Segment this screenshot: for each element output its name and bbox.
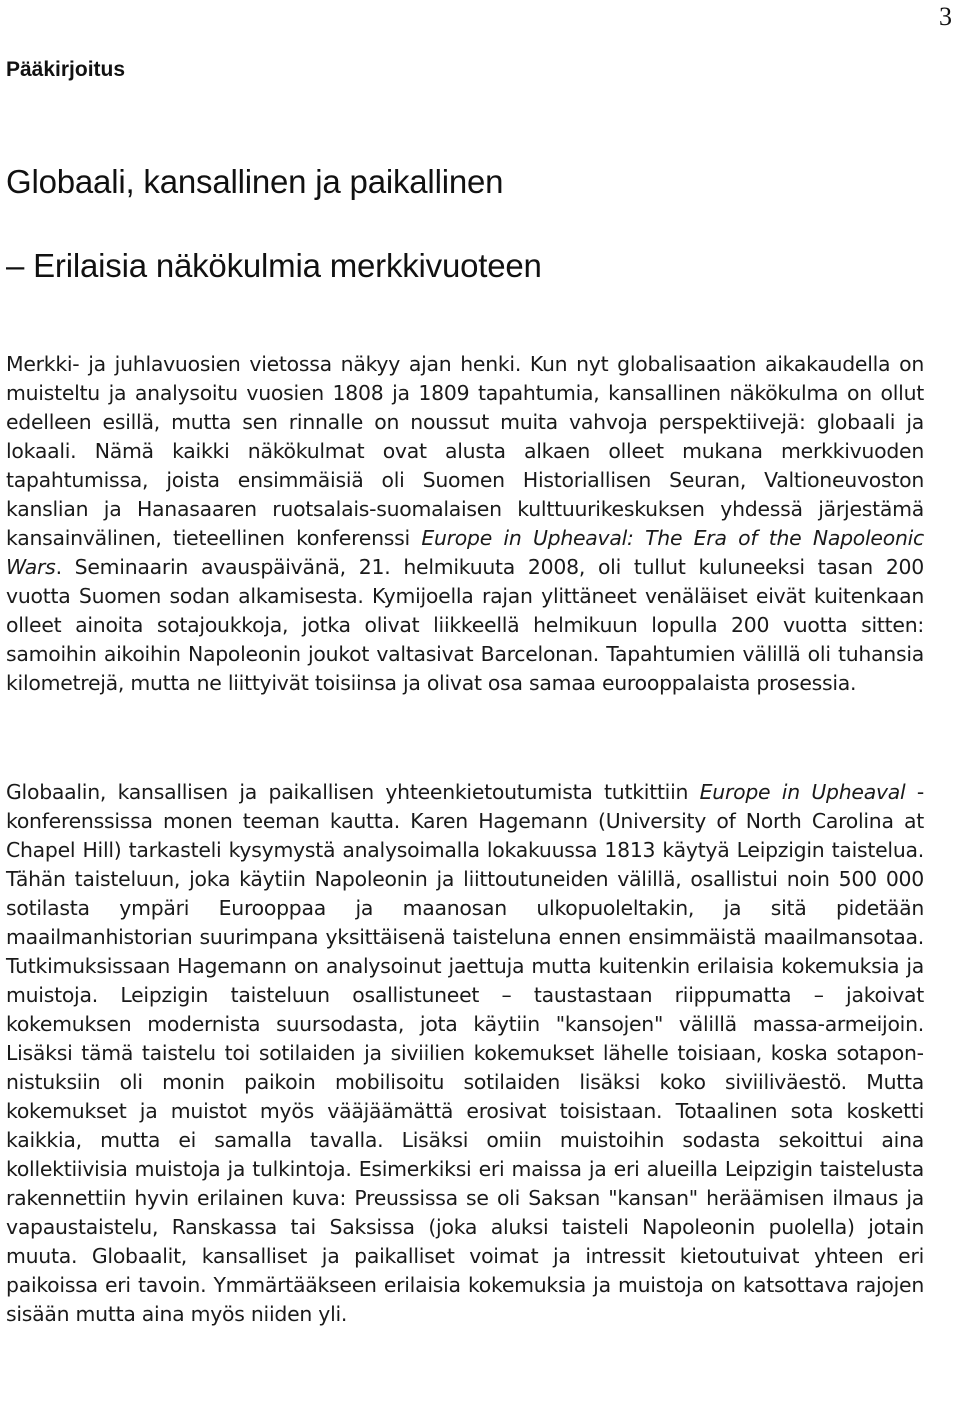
section-label: Pääkirjoitus (6, 58, 126, 81)
article-subtitle: – Erilaisia näkökulmia merkkivuoteen (6, 247, 542, 284)
article-title: Globaali, kansallinen ja paikallinen (6, 163, 504, 200)
paragraph-2-text-b: -konferenssissa monen teeman kautta. Karen Hagemann (University of North Carolina at Chapel Hill) tarkasteli kysymystä analysoimalla lokakuussa 1813 käytyä Leipzigin taistelua. Tähän taisteluun, joka käytiin Napoleonin ja liittoutuneiden välillä, osallistui noin 500 000 sotilasta ympäri Eurooppaa ja maanosan ulkopuoleltakin, ja sitä pidetään maailmanhistorian suurimpana yksittäisenä taisteluna ennen ensimmäistä maailmansotaa. Tutkimuksissaan Hagemann on analysoinut jaettuja mutta kuitenkin erilaisia kokemuksia ja muistoja. Leipzigin taisteluun osallistuneet – taustastaan riippumatta – jakoivat kokemuksen modernista suursodasta, jota käytiin "kansojen" välillä massa-armeijoin. Lisäksi tämä taistelu toi sotilaiden ja siviilien kokemukset lähelle toisiaan, koska sotaponnistuksiin oli monin paikoin mobilisoitu sotilaiden lisäksi koko siviiliväestö. Mutta kokemukset ja muistot myös vääjäämättä erosivat toisistaan. Totaalinen sota kosketti kaikkia, mutta ei samalla tavalla. Lisäksi omiin muistoihin sodasta sekoittui aina kollektiivisia muistoja ja tulkintoja. Esimerkiksi eri maissa ja eri alueilla Leipzigin taistelusta rakennettiin hyvin erilainen kuva: Preussissa se oli Saksan "kansan" heräämisen ilmaus ja vapaustaistelu, Ranskassa tai Saksissa (joka aluksi taisteli Napoleonin puolella) jotain muuta. Globaalit, kansalliset ja paikalliset voimat ja intressit kietoutuivat yhteen eri paikoissa eri tavoin. Ymmärtääkseen erilaisia kokemuksia ja muistoja on katsottava rajojen sisään mutta aina myös niiden yli. (6, 780, 925, 1326)
paragraph-2 (6, 778, 924, 1329)
conference-short-title: Europe in Upheaval (699, 780, 906, 804)
paragraph-1 (6, 350, 924, 698)
paragraph-2-text-a: Globaalin, kansallisen ja paikallisen yhteenkietoutumista tutkittiin (6, 780, 700, 804)
page-number: 3 (939, 2, 952, 31)
paragraph-1-text-b: . Seminaarin avauspäivänä, 21. helmikuuta 2008, oli tullut kuluneeksi tasan 200 vuotta Suomen sodan alkamisesta. Kymijoella rajan ylittäneet venäläiset eivät kuitenkaan olleet ainoita sotajoukkoja, jotka olivat liikkeellä helmikuun lopulla 200 vuotta sitten: samoihin aikoihin Napoleonin joukot valtasivat Barcelonan. Tapahtumien välillä oli tuhansia kilometrejä, mutta ne liittyivät toisiinsa ja olivat osa samaa eurooppalaista prosessia. (6, 555, 924, 695)
conference-title: Europe in Upheaval: The Era of the Napoleonic Wars (6, 526, 925, 579)
paragraph-1-text-a: Merkki- ja juhlavuosien vietossa näkyy ajan henki. Kun nyt globalisaation aikakaudella on muisteltu ja analysoitu vuosien 1808 ja 1809 tapahtumia, kansallinen näkökulma on ollut edelleen esillä, mutta sen rinnalle on noussut muita vahvoja perspektiivejä: globaali ja lokaali. Nämä kaikki näkökulmat ovat alusta alkaen olleet mukana merkkivuoden tapahtumissa, joista ensimmäisiä oli Suomen Historiallisen Seuran, Valtioneuvoston kanslian ja Hanasaaren ruotsalais-suomalaisen kulttuurikeskuksen yhdessä järjestämä kansainvälinen, tieteellinen konferenssi (6, 352, 924, 550)
